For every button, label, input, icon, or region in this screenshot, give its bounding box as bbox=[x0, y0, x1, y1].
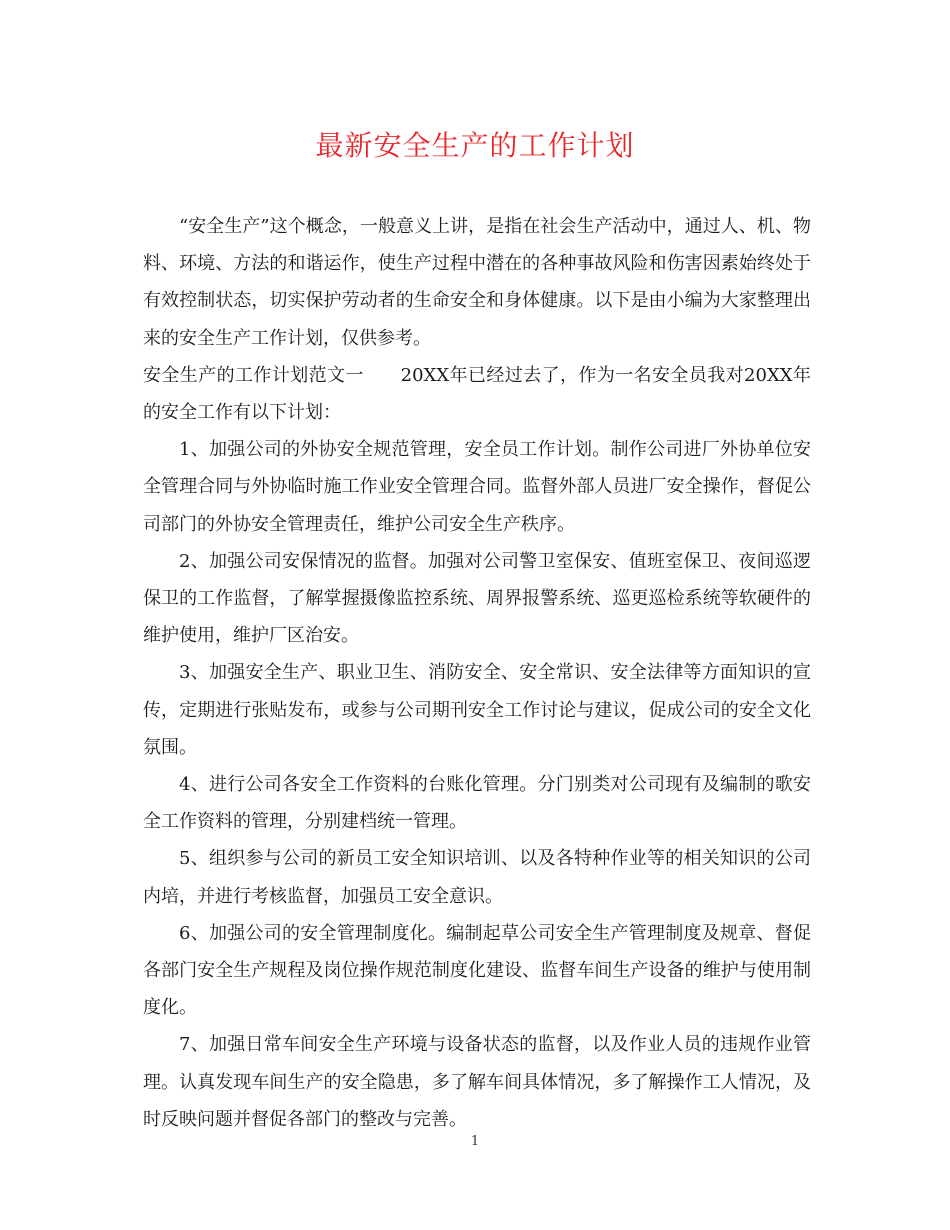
sample-heading-paragraph: 安全生产的工作计划范文一 20XX年已经过去了，作为一名安全员我对20XX年的安全工作有以下计划： bbox=[143, 364, 811, 424]
page-number: 1 bbox=[470, 1134, 480, 1149]
document-title: 最新安全生产的工作计划 bbox=[315, 129, 635, 162]
intro-paragraph: “安全生产”这个概念，一般意义上讲，是指在社会生产活动中，通过人、机、物料、环境、方法的和谐运作，使生产过程中潜在的各种事故风险和伤害因素始终处于有效控制状态，切实保护劳动者的生命安全和身体健康。以下是由小编为大家整理出来的安全生产工作计划，仅供参考。 bbox=[143, 216, 811, 349]
list-item: 2、加强公司安保情况的监督。加强对公司警卫室保安、值班室保卫、夜间巡逻保卫的工作监督，了解掌握摄像监控系统、周界报警系统、巡更巡检系统等软硬件的维护使用，维护厂区治安。 bbox=[143, 550, 811, 647]
list-item: 4、进行公司各安全工作资料的台账化管理。分门别类对公司现有及编制的歌安全工作资料的管理，分别建档统一管理。 bbox=[143, 774, 811, 833]
list-item: 3、加强安全生产、职业卫生、消防安全、安全常识、安全法律等方面知识的宣传，定期进行张贴发布，或参与公司期刊安全工作讨论与建议，促成公司的安全文化氛围。 bbox=[143, 662, 811, 758]
document-body bbox=[143, 208, 811, 1138]
list-item: 5、组织参与公司的新员工安全知识培训、以及各特种作业等的相关知识的公司内培，并进行考核监督，加强员工安全意识。 bbox=[143, 848, 811, 907]
list-item: 7、加强日常车间安全生产环境与设备状态的监督，以及作业人员的违规作业管理。认真发现车间生产的安全隐患，多了解车间具体情况，多了解操作工人情况，及时反映问题并督促各部门的整改与完善。 bbox=[143, 1034, 811, 1130]
list-item: 6、加强公司的安全管理制度化。编制起草公司安全生产管理制度及规章、督促各部门安全生产规程及岗位操作规范制度化建设、监督车间生产设备的维护与使用制度化。 bbox=[143, 922, 811, 1019]
list-item: 1、加强公司的外协安全规范管理，安全员工作计划。制作公司进厂外协单位安全管理合同与外协临时施工作业安全管理合同。监督外部人员进厂安全操作，督促公司部门的外协安全管理责任，维护公司安全生产秩序。 bbox=[143, 439, 811, 535]
